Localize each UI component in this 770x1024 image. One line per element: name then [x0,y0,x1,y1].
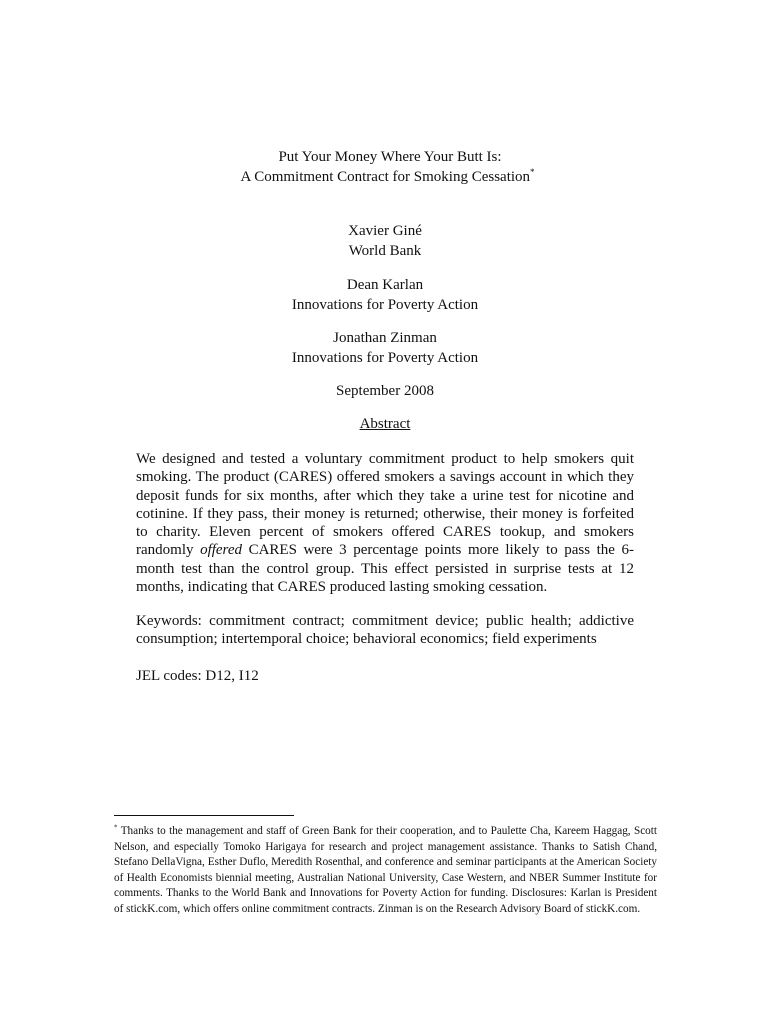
paper-date: September 2008 [336,383,434,399]
title-line-2 [0,167,770,187]
author-name: Dean Karlan [346,277,424,293]
title-line-1: Put Your Money Where Your Butt Is: [278,149,502,165]
author-block-1 [40,221,730,261]
author-affiliation: World Bank [348,243,422,259]
abstract-text-after: CARES were 3 percentage points more likely to pass the 6-month test than the control group. This effect persisted in surprise tests at 12 months, indicating that CARES produced lasting smoking cessation. [136,542,635,596]
author-name: Jonathan Zinman [333,330,437,346]
author-affiliation: Innovations for Poverty Action [291,350,479,366]
abstract-heading: Abstract [359,416,411,432]
footnote-text: Thanks to the management and staff of Green Bank for their cooperation, and to Paulette Cha, Kareem Haggag, Scott Nelson, and especially Tomoko Harigaya for research and project management assistance. Thanks to Satish Chand, Stefano DellaVigna, Esther Duflo, Meredith Rosenthal, and conference and seminar participants at the American Society of Health Economists biennial meeting, Australian National University, Case Western, and NBER Summer Institute for comments. Thanks to the World Bank and Innovations for Poverty Action for funding. Disclosures: Karlan is President of stickK.com, which offers online commitment contracts. Zinman is on the Research Advisory Board of stickK.com. [114,825,657,915]
author-name: Xavier Giné [348,223,422,239]
footnote [114,824,657,917]
abstract-text-before: We designed and tested a voluntary commitment product to help smokers quit smoking. The product (CARES) offered smokers a savings account in which they deposit funds for six months, after which they take a urine test for nicotine and cotinine. If they pass, their money is returned; otherwise, their money is forfeited to charity. Eleven percent of smokers offered CARES tookup, and smokers randomly [136,451,634,559]
title-line-2-text: A Commitment Contract for Smoking Cessation [240,169,531,185]
author-block-3 [40,328,730,368]
footnote-marker: * [114,823,118,832]
author-affiliation: Innovations for Poverty Action [291,297,479,313]
footnote-divider [114,815,294,816]
abstract-emphasis: offered [200,542,242,559]
author-block-2 [40,275,730,315]
paper-title [0,147,770,187]
title-footnote-marker: * [530,167,535,177]
keywords: Keywords: commitment contract; commitment device; public health; addictive consumption; intertemporal choice; behavioral economics; field experiments [136,613,634,648]
jel-codes: JEL codes: D12, I12 [136,668,259,684]
abstract-body [136,450,634,596]
